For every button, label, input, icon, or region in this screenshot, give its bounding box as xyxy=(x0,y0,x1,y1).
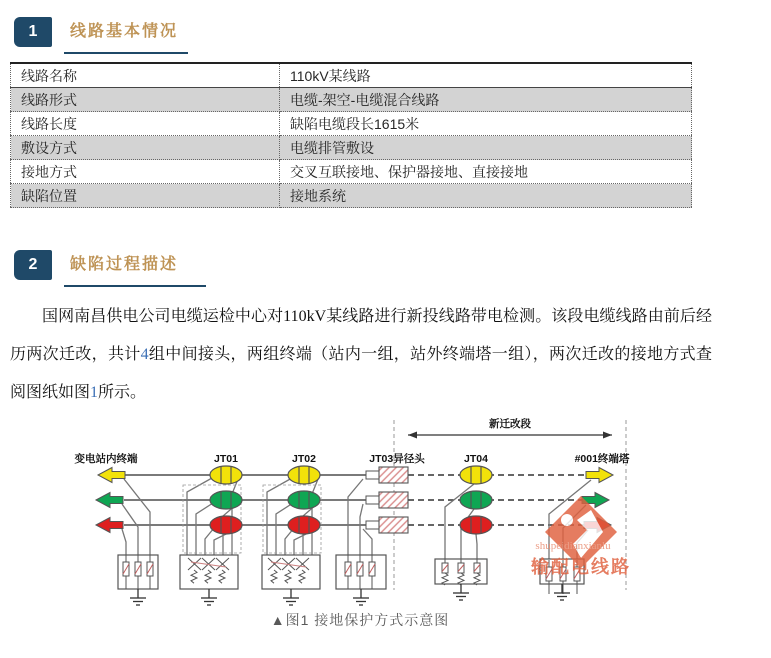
paragraph-text: 国网南昌供电公司电缆运检中心对110kV某线路进行新投线路带电检测。该段电缆线路由前后经历两次迁改，共计 xyxy=(10,308,712,363)
row-label: 接地方式 xyxy=(11,160,280,184)
defect-description-paragraph xyxy=(10,298,712,412)
section1-underline xyxy=(64,52,188,54)
jt04-joint-yellow xyxy=(460,466,492,484)
row-label: 敷设方式 xyxy=(11,136,280,160)
line-info-table xyxy=(10,62,692,208)
watermark-text-cn: 输配电线路 xyxy=(531,557,631,577)
span-arrowhead-left xyxy=(408,432,417,439)
label-left-terminal: 变电站内终端 xyxy=(74,453,138,465)
row-label: 缺陷位置 xyxy=(11,184,280,208)
jt01-joint-red xyxy=(210,516,242,534)
row-value: 电缆-架空-电缆混合线路 xyxy=(280,88,692,112)
jt02-joint-red xyxy=(288,516,320,534)
table-row xyxy=(11,184,692,208)
label-jt01: JT01 xyxy=(214,453,238,465)
jt04-joint-green xyxy=(460,491,492,509)
left-arrow-yellow xyxy=(98,468,125,483)
paragraph-text: 所示。 xyxy=(98,384,147,401)
section2-title: 缺陷过程描述 xyxy=(70,256,179,273)
section2-underline xyxy=(64,285,206,287)
left-arrow-green xyxy=(96,493,123,508)
table-row xyxy=(11,136,692,160)
earth-symbol xyxy=(283,589,299,605)
earth-symbol xyxy=(130,589,146,605)
jt03-reducer-green xyxy=(366,492,408,508)
row-value: 电缆排管敷设 xyxy=(280,136,692,160)
paragraph-number: 1 xyxy=(90,384,99,401)
earth-symbol xyxy=(201,589,217,605)
table-row xyxy=(11,160,692,184)
paragraph-number: 4 xyxy=(140,346,149,363)
row-label: 线路形式 xyxy=(11,88,280,112)
label-right-terminal: #001终端塔 xyxy=(574,453,630,465)
watermark-text-pinyin: shupeidianxianlu xyxy=(535,540,611,552)
section1-title: 线路基本情况 xyxy=(70,23,179,40)
jt01-joint-yellow xyxy=(210,466,242,484)
section1-number-badge: 1 xyxy=(14,17,52,47)
label-jt02: JT02 xyxy=(292,453,316,465)
row-label: 线路长度 xyxy=(11,112,280,136)
watermark-logo xyxy=(530,496,631,577)
jt03-reducer-yellow xyxy=(366,467,408,483)
table-row xyxy=(11,112,692,136)
section2-number-badge: 2 xyxy=(14,250,52,280)
row-label: 线路名称 xyxy=(11,63,280,88)
jt02-joint-yellow xyxy=(288,466,320,484)
span-arrowhead-right xyxy=(603,432,612,439)
jt01-joint-green xyxy=(210,491,242,509)
table-row xyxy=(11,63,692,88)
grounding-diagram xyxy=(60,412,710,617)
label-jt04: JT04 xyxy=(464,453,488,465)
table-row xyxy=(11,88,692,112)
figure-caption: ▲图1 接地保护方式示意图 xyxy=(270,612,450,628)
grounding-diagram-svg xyxy=(60,412,710,617)
section2-header xyxy=(14,250,274,292)
jt04-joint-red xyxy=(460,516,492,534)
row-value: 缺陷电缆段长1615米 xyxy=(280,112,692,136)
bonding-wires xyxy=(122,478,591,559)
earth-symbol xyxy=(554,584,570,600)
span-label: 新迁改段 xyxy=(489,418,531,430)
jt03-reducer-red xyxy=(366,517,408,533)
row-value: 接地系统 xyxy=(280,184,692,208)
earth-symbol xyxy=(353,589,369,605)
row-value: 110kV某线路 xyxy=(280,63,692,88)
earth-symbol xyxy=(453,584,469,600)
paragraph-text: 组中间接头，两组终端（站内一组，站外终端塔一组），两次迁改的接地方式查阅图纸如图 xyxy=(10,346,712,401)
jt02-joint-green xyxy=(288,491,320,509)
left-arrow-red xyxy=(96,518,123,533)
label-jt03: JT03异径头 xyxy=(369,453,425,465)
section1-header xyxy=(14,17,264,59)
cross-bond-box-jt01 xyxy=(180,555,238,589)
row-value: 交叉互联接地、保护器接地、直接接地 xyxy=(280,160,692,184)
